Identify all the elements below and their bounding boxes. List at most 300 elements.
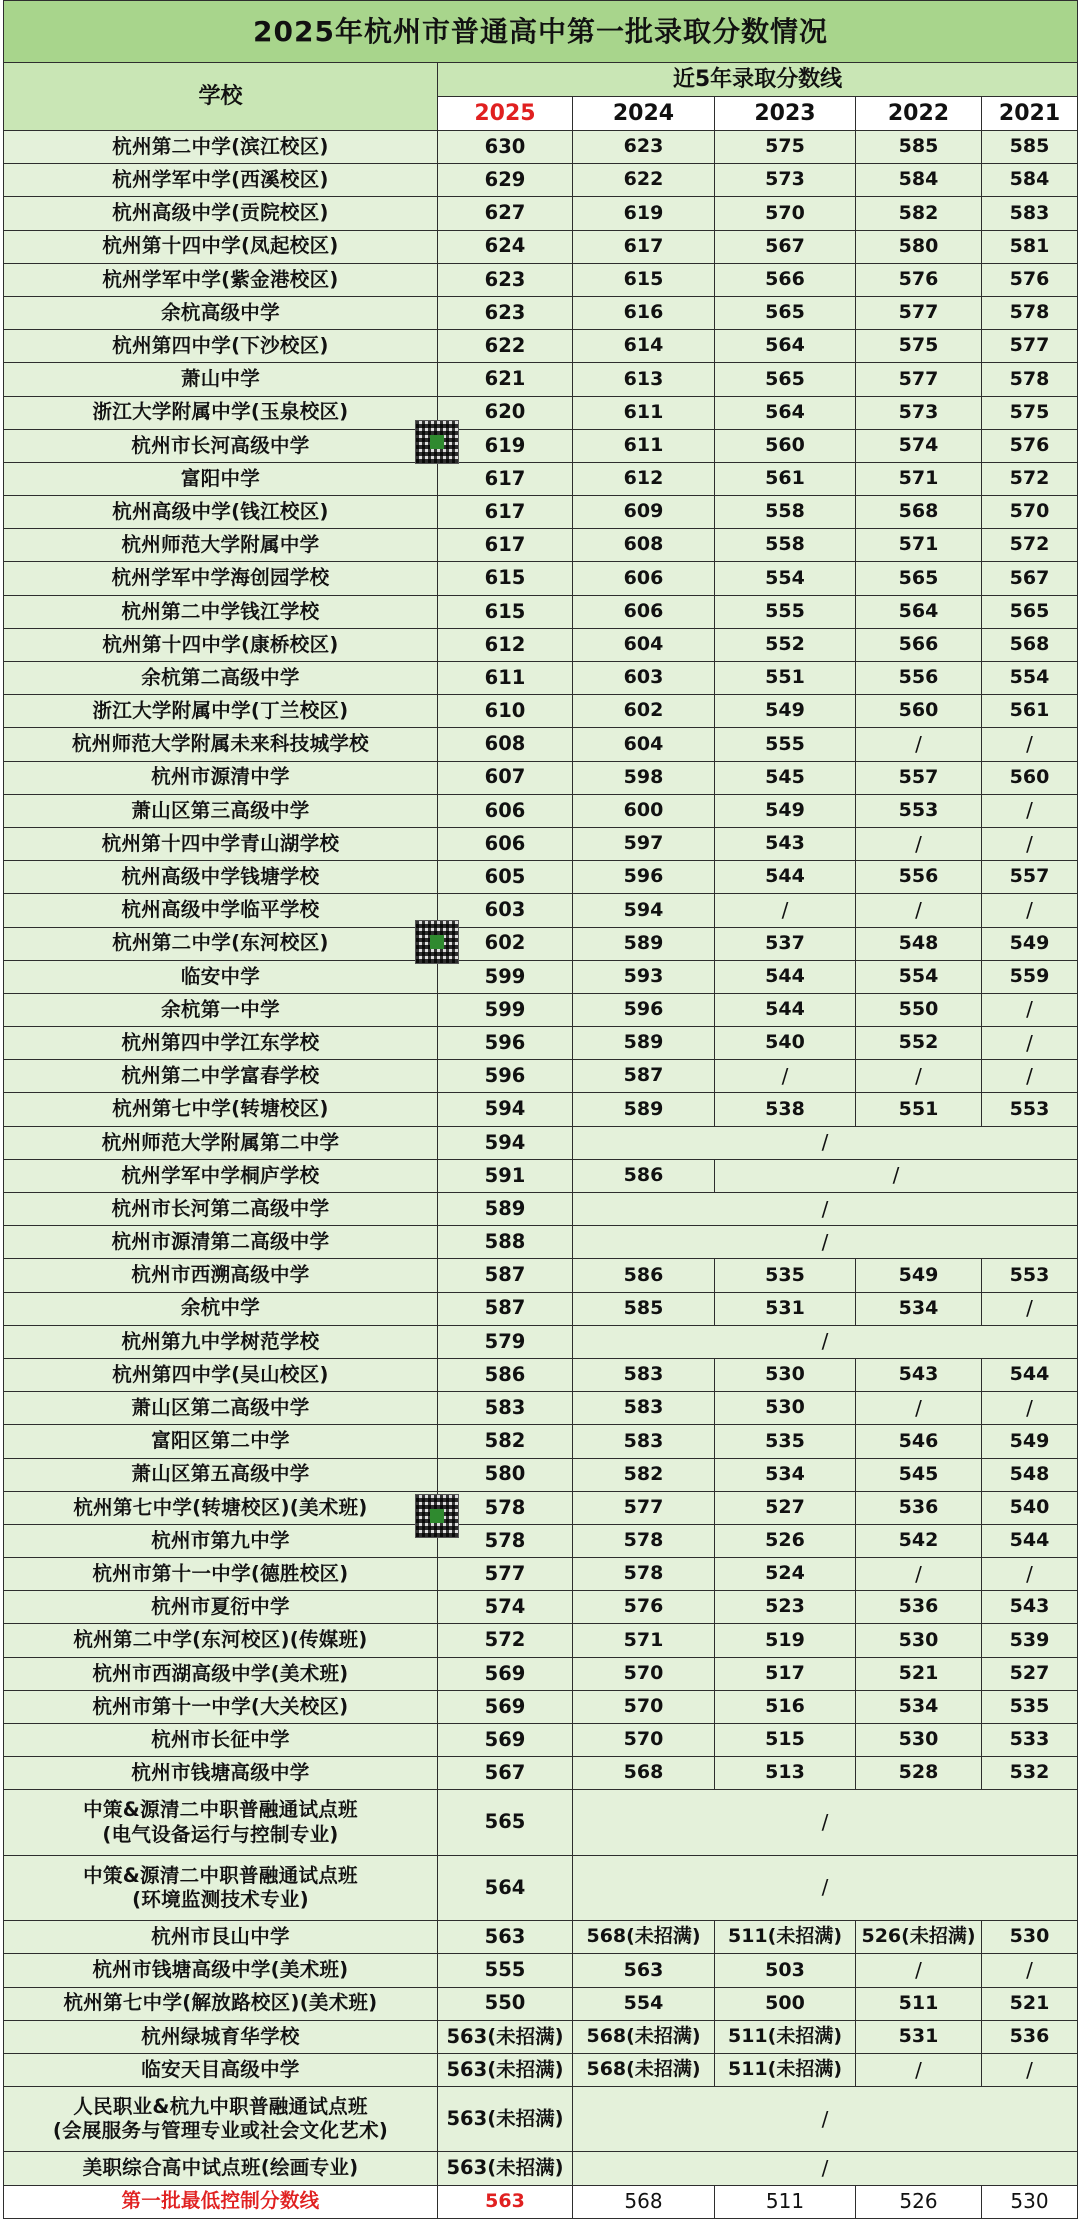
school-name-line: 杭州学军中学桐庐学校 [121,1163,320,1187]
school-name-line: 杭州学军中学海创园学校 [111,566,330,590]
score-2023: 558 [715,529,856,562]
table-row [4,628,1078,661]
table-row [4,263,1078,296]
score-2025: 563(未招满) [438,2087,573,2152]
score-2023: 523 [715,1591,856,1624]
score-2024: 612 [573,462,715,495]
school-name-line: 杭州绿城育华学校 [141,2024,300,2048]
table-row [4,1657,1078,1690]
table-row [4,1757,1078,1790]
school-name [4,363,438,396]
score-2024: 593 [573,960,715,993]
school-name-line: 浙江大学附属中学(丁兰校区) [92,699,349,723]
school-name-line: 余杭第二高级中学 [141,665,300,689]
table-row [4,1921,1078,1954]
score-2025: 594 [438,1093,573,1126]
table-row [4,363,1078,396]
score-2023: 527 [715,1491,856,1524]
score-2025: 577 [438,1558,573,1591]
score-merged-none: / [573,2152,1078,2185]
score-2024: 589 [573,1093,715,1126]
score-2023: 530 [715,1358,856,1391]
school-name-line: 杭州第四中学(下沙校区) [112,334,329,358]
admission-score-table [3,0,1078,2219]
table-row [4,1624,1078,1657]
score-2023: 564 [715,396,856,429]
score-2022: / [856,827,982,860]
table-row-min-control [4,2185,1078,2218]
score-2022: 549 [856,1259,982,1292]
score-2022: 511 [856,1987,982,2020]
score-2025: 563(未招满) [438,2053,573,2086]
school-name-line: 余杭中学 [180,1296,261,1320]
school-name-line: 杭州第十四中学(凤起校区) [102,234,339,258]
score-2021: 585 [982,131,1078,164]
school-name [4,794,438,827]
school-name-line: 杭州高级中学(贡院校区) [112,201,329,225]
school-name-line: 杭州第七中学(解放路校区)(美术班) [63,1991,378,2015]
score-2021: / [982,794,1078,827]
score-2021: 544 [982,1358,1078,1391]
score-table-sheet [3,0,1077,2219]
school-name-line: 杭州市第十一中学(德胜校区) [92,1561,349,1585]
school-name-line: 杭州市钱塘高级中学(美术班) [92,1958,349,1982]
school-name [4,1954,438,1987]
score-2023: 537 [715,927,856,960]
score-2021: 554 [982,662,1078,695]
school-name [4,1425,438,1458]
score-2024: 623 [573,131,715,164]
score-2023: 560 [715,429,856,462]
qr-code-watermark-icon [415,420,459,464]
table-row [4,927,1078,960]
score-2025: 567 [438,1757,573,1790]
min-control-2025: 563 [438,2185,573,2218]
min-control-2023: 511 [715,2185,856,2218]
score-2024: 603 [573,662,715,695]
school-name-line: 杭州市源清中学 [151,765,290,789]
table-row [4,861,1078,894]
score-2023: 517 [715,1657,856,1690]
score-2021: 577 [982,330,1078,363]
score-2024: 617 [573,230,715,263]
school-name [4,1524,438,1557]
table-row [4,164,1078,197]
school-name [4,1060,438,1093]
score-2022: / [856,1392,982,1425]
score-2023: 524 [715,1558,856,1591]
score-2021: 561 [982,695,1078,728]
score-2022: 550 [856,993,982,1026]
score-2025: 620 [438,396,573,429]
table-row [4,960,1078,993]
school-name-line: (电气设备运行与控制专业) [102,1822,339,1846]
score-2024: 614 [573,330,715,363]
school-name-line: 杭州市夏衍中学 [151,1595,290,1619]
score-2022: 526(未招满) [856,1921,982,1954]
score-2021: 549 [982,927,1078,960]
score-2021: / [982,1558,1078,1591]
score-2024: 608 [573,529,715,562]
score-2023: 554 [715,562,856,595]
score-2023: / [715,894,856,927]
table-row [4,1425,1078,1458]
score-2021: / [982,2053,1078,2086]
score-2023: 544 [715,960,856,993]
score-2024: 602 [573,695,715,728]
school-name-line: 杭州市长征中学 [151,1727,290,1751]
year-header-2023: 2023 [715,97,856,131]
score-2024: 604 [573,728,715,761]
min-control-2022: 526 [856,2185,982,2218]
score-2022: 565 [856,562,982,595]
score-2025: 599 [438,993,573,1026]
school-name [4,429,438,462]
score-2021: 572 [982,462,1078,495]
min-control-label: 第一批最低控制分数线 [4,2185,438,2218]
school-name-line: 浙江大学附属中学(玉泉校区) [92,400,349,424]
score-2023: 519 [715,1624,856,1657]
school-name-line: 杭州师范大学附属第二中学 [101,1130,340,1154]
score-2025: 630 [438,131,573,164]
score-2023: 558 [715,496,856,529]
score-2025: 563 [438,1921,573,1954]
score-2023: 535 [715,1259,856,1292]
school-name [4,1159,438,1192]
school-column-header: 学校 [4,63,438,131]
score-2023: 570 [715,197,856,230]
table-row [4,2087,1078,2152]
score-2025: 623 [438,263,573,296]
score-2021: 570 [982,496,1078,529]
table-row [4,2053,1078,2086]
score-2024: 582 [573,1458,715,1491]
score-merged-none: / [573,1855,1078,1920]
school-name-line: 杭州市源清第二高级中学 [111,1230,330,1254]
school-name-line: 杭州高级中学钱塘学校 [121,865,320,889]
score-2021: / [982,1060,1078,1093]
table-row [4,131,1078,164]
school-name-line: 杭州第十四中学(康桥校区) [102,632,339,656]
score-2024: 583 [573,1392,715,1425]
score-2022: / [856,1954,982,1987]
qr-code-watermark-icon [415,1494,459,1538]
score-2024: 586 [573,1159,715,1192]
score-2023: 551 [715,662,856,695]
school-name [4,695,438,728]
year-header-2024: 2024 [573,97,715,131]
table-row [4,1060,1078,1093]
school-name-line: 萧山区第三高级中学 [131,798,310,822]
school-name-line: 杭州师范大学附属中学 [121,533,320,557]
score-2024: 578 [573,1524,715,1557]
score-2025: 594 [438,1126,573,1159]
score-2025: 578 [438,1491,573,1524]
school-name-line: 杭州学军中学(西溪校区) [112,168,329,192]
table-row [4,562,1078,595]
score-2024: 570 [573,1690,715,1723]
score-2025: 563(未招满) [438,2020,573,2053]
score-2025: 603 [438,894,573,927]
school-name [4,1458,438,1491]
score-2024: 568 [573,1757,715,1790]
score-2021: 565 [982,595,1078,628]
score-2022: 548 [856,927,982,960]
school-name [4,761,438,794]
score-2023: 566 [715,263,856,296]
score-2021: 572 [982,529,1078,562]
score-2022: 534 [856,1292,982,1325]
score-merged-none: / [573,2087,1078,2152]
school-name [4,894,438,927]
score-2023: 515 [715,1724,856,1757]
table-row [4,1491,1078,1524]
score-2021: / [982,993,1078,1026]
table-row [4,529,1078,562]
score-2025: 550 [438,1987,573,2020]
school-name [4,529,438,562]
score-2025: 589 [438,1193,573,1226]
school-name [4,2087,438,2152]
score-2025: 623 [438,296,573,329]
school-name-line: 杭州第二中学钱江学校 [121,599,320,623]
score-2025: 621 [438,363,573,396]
score-2022: 542 [856,1524,982,1557]
score-2024: 583 [573,1358,715,1391]
score-2025: 622 [438,330,573,363]
score-merged-none: / [715,1159,1078,1192]
score-2021: 530 [982,1921,1078,1954]
table-row [4,1954,1078,1987]
score-2022: / [856,894,982,927]
school-name [4,1292,438,1325]
score-2022: 585 [856,131,982,164]
score-2024: 596 [573,993,715,1026]
table-row [4,695,1078,728]
school-name [4,861,438,894]
score-2022: 577 [856,363,982,396]
score-2021: 535 [982,1690,1078,1723]
score-2025: 605 [438,861,573,894]
school-name [4,1558,438,1591]
table-row [4,1292,1078,1325]
table-row [4,827,1078,860]
school-name [4,1027,438,1060]
score-2022: 582 [856,197,982,230]
score-2023: 534 [715,1458,856,1491]
school-name [4,230,438,263]
score-2025: 574 [438,1591,573,1624]
score-2022: 556 [856,662,982,695]
min-control-2024: 568 [573,2185,715,2218]
table-row [4,462,1078,495]
table-row [4,396,1078,429]
score-2024: 577 [573,1491,715,1524]
school-name [4,927,438,960]
score-2025: 580 [438,1458,573,1491]
score-2023: 503 [715,1954,856,1987]
school-name [4,1624,438,1657]
score-2025: 610 [438,695,573,728]
score-2025: 617 [438,462,573,495]
school-name-line: 杭州市西溯高级中学 [131,1263,310,1287]
score-2023: 549 [715,695,856,728]
score-2021: / [982,728,1078,761]
school-name [4,1259,438,1292]
qr-code-watermark-icon [415,920,459,964]
school-name-line: 杭州市西湖高级中学(美术班) [92,1661,349,1685]
score-2025: 565 [438,1790,573,1855]
score-2025: 606 [438,794,573,827]
school-name [4,1358,438,1391]
score-2023: 567 [715,230,856,263]
table-row [4,1790,1078,1855]
school-name [4,263,438,296]
school-name-line: 杭州市第十一中学(大关校区) [92,1694,349,1718]
score-2025: 627 [438,197,573,230]
score-2024: 597 [573,827,715,860]
score-2023: 535 [715,1425,856,1458]
school-name [4,1392,438,1425]
school-name [4,628,438,661]
score-2022: 575 [856,330,982,363]
score-2024: 578 [573,1558,715,1591]
score-2022: / [856,1060,982,1093]
table-row [4,1591,1078,1624]
school-name-line: 杭州第二中学(滨江校区) [112,134,329,158]
school-name-line: 美职综合高中试点班(绘画专业) [82,2156,359,2180]
school-name [4,662,438,695]
score-2023: 565 [715,363,856,396]
score-2021: 576 [982,429,1078,462]
table-row [4,728,1078,761]
score-2025: 583 [438,1392,573,1425]
school-name-line: 余杭高级中学 [161,300,280,324]
table-row [4,1724,1078,1757]
table-row [4,496,1078,529]
score-2024: 568(未招满) [573,2020,715,2053]
score-2021: 536 [982,2020,1078,2053]
score-2025: 599 [438,960,573,993]
score-2025: 617 [438,496,573,529]
school-name [4,296,438,329]
score-2022: / [856,728,982,761]
school-name [4,827,438,860]
score-2025: 586 [438,1358,573,1391]
score-2025: 608 [438,728,573,761]
score-2021: 549 [982,1425,1078,1458]
score-2024: 596 [573,861,715,894]
school-name [4,728,438,761]
school-name-line: 杭州第九中学树范学校 [121,1329,320,1353]
score-2021: 583 [982,197,1078,230]
score-2025: 569 [438,1724,573,1757]
score-2025: 563(未招满) [438,2152,573,2185]
score-2021: 543 [982,1591,1078,1624]
school-name-line: 杭州师范大学附属未来科技城学校 [71,732,369,756]
min-control-2021: 530 [982,2185,1078,2218]
score-2022: 536 [856,1591,982,1624]
score-2023: 564 [715,330,856,363]
score-2024: 611 [573,429,715,462]
score-2024: 571 [573,1624,715,1657]
score-2025: 578 [438,1524,573,1557]
score-2021: 581 [982,230,1078,263]
score-2024: 609 [573,496,715,529]
school-name-line: 萧山中学 [180,367,261,391]
score-2024: 604 [573,628,715,661]
school-name [4,396,438,429]
school-name [4,1790,438,1855]
score-2024: 619 [573,197,715,230]
school-name-line: 杭州第四中学(吴山校区) [112,1362,329,1386]
school-name [4,1921,438,1954]
school-name [4,2053,438,2086]
score-2024: 606 [573,562,715,595]
score-2021: 567 [982,562,1078,595]
table-row [4,662,1078,695]
score-2024: 586 [573,1259,715,1292]
school-name [4,1690,438,1723]
table-row [4,1524,1078,1557]
school-name-line: 杭州市长河第二高级中学 [111,1196,330,1220]
score-2022: 577 [856,296,982,329]
score-2022: / [856,1558,982,1591]
score-2025: 596 [438,1027,573,1060]
school-name-line: 萧山区第五高级中学 [131,1462,310,1486]
table-row [4,330,1078,363]
school-name-line: 杭州市长河高级中学 [131,433,310,457]
table-row [4,1855,1078,1920]
table-row [4,197,1078,230]
score-2021: 557 [982,861,1078,894]
score-2024: 594 [573,894,715,927]
score-2024: 589 [573,927,715,960]
school-name [4,197,438,230]
score-2021: 527 [982,1657,1078,1690]
score-2025: 629 [438,164,573,197]
table-row [4,595,1078,628]
score-2021: 553 [982,1093,1078,1126]
score-2024: 576 [573,1591,715,1624]
table-row [4,1558,1078,1591]
score-2023: 549 [715,794,856,827]
score-2025: 569 [438,1657,573,1690]
score-2025: 615 [438,595,573,628]
school-name-line: 杭州市第九中学 [151,1528,290,1552]
score-2025: 606 [438,827,573,860]
school-name [4,993,438,1026]
score-2025: 572 [438,1624,573,1657]
score-2025: 591 [438,1159,573,1192]
score-2021: 578 [982,363,1078,396]
school-name-line: 萧山区第二高级中学 [131,1396,310,1420]
school-name [4,595,438,628]
school-name-line: 杭州第二中学(东河校区)(传媒班) [73,1628,368,1652]
score-2024: 611 [573,396,715,429]
school-name-line: 余杭第一中学 [161,997,280,1021]
score-2021: 568 [982,628,1078,661]
year-header-2025: 2025 [438,97,573,131]
score-2023: 511(未招满) [715,2020,856,2053]
score-2022: 545 [856,1458,982,1491]
school-name [4,1855,438,1920]
school-name [4,330,438,363]
year-group-header: 近5年录取分数线 [438,63,1078,97]
score-2023: 545 [715,761,856,794]
table-row [4,1226,1078,1259]
score-2023: 538 [715,1093,856,1126]
